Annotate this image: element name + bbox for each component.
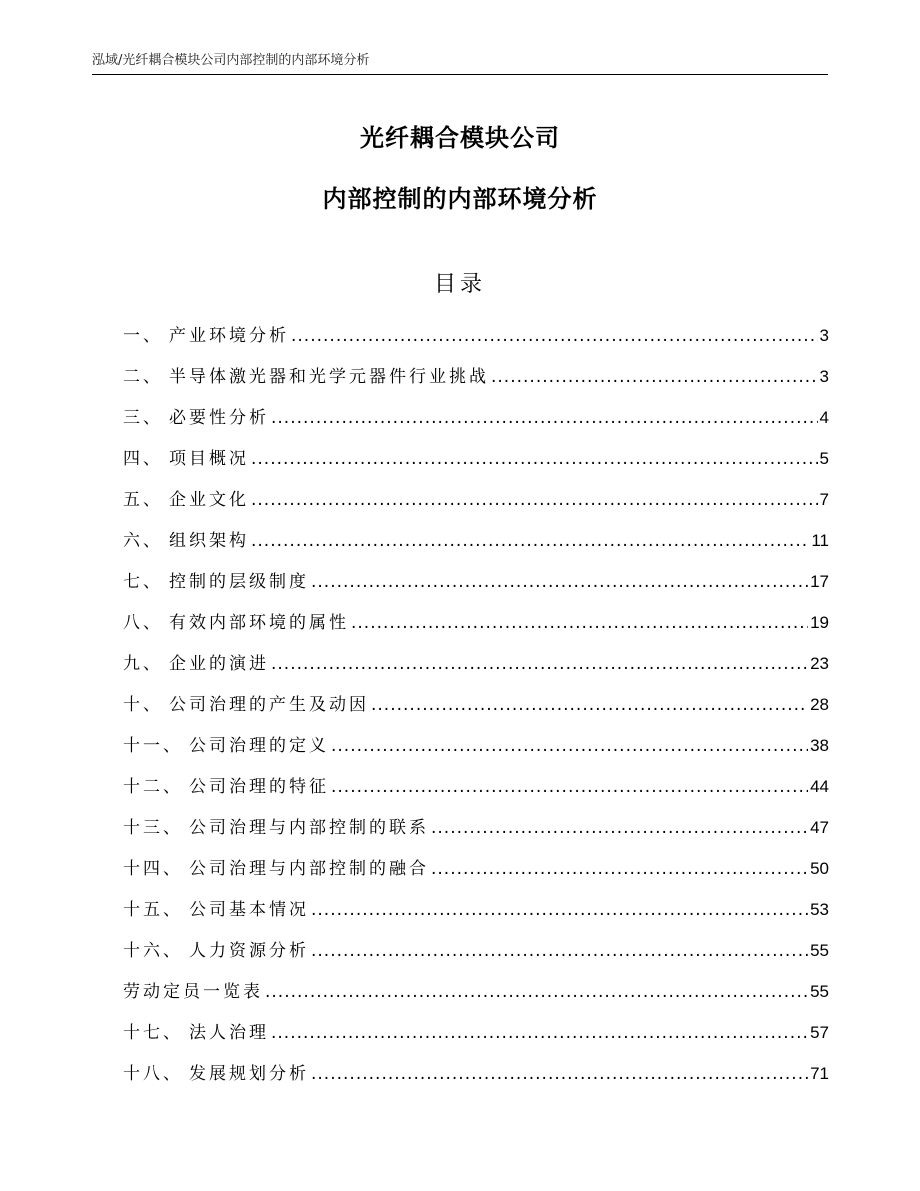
toc-entry-separator: 、 <box>163 777 180 797</box>
toc-leader-dots <box>491 363 818 391</box>
toc-entry[interactable] <box>123 363 829 404</box>
toc-entry[interactable] <box>123 855 829 896</box>
toc-leader-dots <box>431 855 808 883</box>
toc-entry-separator: 、 <box>143 449 160 469</box>
toc-entry-page: 44 <box>810 777 829 796</box>
toc-leader-dots <box>251 486 818 514</box>
toc-leader-dots <box>331 732 808 760</box>
toc-entry[interactable] <box>123 445 829 486</box>
toc-leader-dots <box>265 978 808 1006</box>
toc-entry-separator: 、 <box>143 367 160 387</box>
toc-entry-page: 50 <box>810 859 829 878</box>
toc-entry-page: 19 <box>810 613 829 632</box>
toc-entry-separator: 、 <box>163 736 180 756</box>
toc-entry-separator: 、 <box>163 900 180 920</box>
toc-entry-title: 公司治理与内部控制的联系 <box>189 818 429 838</box>
toc-leader-dots <box>331 773 808 801</box>
toc-entry-page: 5 <box>819 449 829 468</box>
toc-entry-separator: 、 <box>143 408 160 428</box>
toc-entry-title: 公司基本情况 <box>189 900 309 920</box>
toc-entry-separator: 、 <box>143 326 160 346</box>
toc-entry[interactable] <box>123 814 829 855</box>
toc-entry-number: 十六 <box>123 941 163 961</box>
toc-leader-dots <box>311 568 808 596</box>
toc-entry[interactable] <box>123 978 829 1019</box>
toc-entry[interactable] <box>123 404 829 445</box>
toc-leader-dots <box>431 814 808 842</box>
toc-entry-page: 47 <box>810 818 829 837</box>
toc-entry-title: 项目概况 <box>169 449 249 469</box>
running-header <box>92 52 828 75</box>
toc-entry-title: 公司治理的产生及动因 <box>169 695 369 715</box>
toc-entry-page: 7 <box>819 490 829 509</box>
toc-entry-page: 3 <box>819 367 829 386</box>
toc-entry-title: 半导体激光器和光学元器件行业挑战 <box>169 367 489 387</box>
toc-entry-number: 十八 <box>123 1064 163 1084</box>
toc-entry-number: 十四 <box>123 859 163 879</box>
toc-entry-separator: 、 <box>143 613 160 633</box>
toc-entry-separator: 、 <box>163 818 180 838</box>
toc-entry-number: 十五 <box>123 900 163 920</box>
toc-entry-number: 七 <box>123 572 143 592</box>
toc-entry-separator: 、 <box>143 695 160 715</box>
toc-leader-dots <box>351 609 808 637</box>
toc-entry-number: 十 <box>123 695 143 715</box>
toc-entry-number: 九 <box>123 654 143 674</box>
toc-entry-title: 企业文化 <box>169 490 249 510</box>
toc-entry-number: 二 <box>123 367 143 387</box>
table-of-contents <box>123 322 829 1101</box>
toc-entry-page: 71 <box>810 1064 829 1083</box>
toc-entry[interactable] <box>123 650 829 691</box>
toc-entry-title: 人力资源分析 <box>189 941 309 961</box>
toc-entry[interactable] <box>123 527 829 568</box>
toc-entry-number: 十七 <box>123 1023 163 1043</box>
toc-entry-page: 28 <box>810 695 829 714</box>
toc-leader-dots <box>311 1060 808 1088</box>
toc-entry[interactable] <box>123 486 829 527</box>
toc-entry[interactable] <box>123 322 829 363</box>
toc-leader-dots <box>271 650 808 678</box>
toc-entry-page: 55 <box>810 941 829 960</box>
toc-entry-number: 四 <box>123 449 143 469</box>
toc-leader-dots <box>271 404 818 432</box>
toc-entry-title: 劳动定员一览表 <box>123 982 263 1002</box>
toc-entry-title: 法人治理 <box>189 1023 269 1043</box>
toc-entry-number: 八 <box>123 613 143 633</box>
toc-entry-title: 企业的演进 <box>169 654 269 674</box>
toc-entry-title: 发展规划分析 <box>189 1064 309 1084</box>
toc-entry-page: 3 <box>819 326 829 345</box>
toc-entry-number: 十二 <box>123 777 163 797</box>
toc-leader-dots <box>251 527 809 555</box>
toc-entry-title: 公司治理的特征 <box>189 777 329 797</box>
toc-entry[interactable] <box>123 568 829 609</box>
toc-entry-title: 必要性分析 <box>169 408 269 428</box>
document-title-line-2: 内部控制的内部环境分析 <box>322 185 598 213</box>
toc-entry-title: 公司治理的定义 <box>189 736 329 756</box>
toc-entry-separator: 、 <box>143 572 160 592</box>
toc-leader-dots <box>311 896 808 924</box>
toc-leader-dots <box>271 1019 808 1047</box>
toc-entry-number: 十三 <box>123 818 163 838</box>
toc-entry-page: 38 <box>810 736 829 755</box>
toc-leader-dots <box>311 937 808 965</box>
toc-entry-number: 十一 <box>123 736 163 756</box>
toc-entry-separator: 、 <box>143 531 160 551</box>
toc-entry[interactable] <box>123 937 829 978</box>
toc-entry-title: 产业环境分析 <box>169 326 289 346</box>
toc-entry-page: 11 <box>811 531 829 550</box>
toc-entry[interactable] <box>123 1060 829 1101</box>
toc-entry[interactable] <box>123 732 829 773</box>
toc-entry[interactable] <box>123 1019 829 1060</box>
toc-entry-page: 23 <box>810 654 829 673</box>
toc-leader-dots <box>371 691 808 719</box>
toc-entry-number: 三 <box>123 408 143 428</box>
toc-leader-dots <box>291 322 818 350</box>
toc-entry-page: 57 <box>810 1023 829 1042</box>
toc-entry-number: 六 <box>123 531 143 551</box>
toc-entry-separator: 、 <box>163 1023 180 1043</box>
document-title-line-1: 光纤耦合模块公司 <box>360 124 560 152</box>
toc-entry-page: 55 <box>810 982 829 1001</box>
toc-entry[interactable] <box>123 691 829 732</box>
toc-entry-title: 有效内部环境的属性 <box>169 613 349 633</box>
toc-entry-separator: 、 <box>163 859 180 879</box>
toc-heading: 目录 <box>433 272 486 297</box>
toc-entry-title: 组织架构 <box>169 531 249 551</box>
running-header-text: 泓域/光纤耦合模块公司内部控制的内部环境分析 <box>92 53 370 68</box>
toc-entry-title: 控制的层级制度 <box>169 572 309 592</box>
toc-entry-number: 一 <box>123 326 143 346</box>
toc-entry-separator: 、 <box>143 490 160 510</box>
toc-entry-separator: 、 <box>163 1064 180 1084</box>
toc-entry[interactable] <box>123 609 829 650</box>
toc-entry-page: 53 <box>810 900 829 919</box>
toc-entry-separator: 、 <box>143 654 160 674</box>
toc-entry[interactable] <box>123 896 829 937</box>
toc-entry-page: 17 <box>810 572 829 591</box>
toc-leader-dots <box>251 445 818 473</box>
toc-entry-title: 公司治理与内部控制的融合 <box>189 859 429 879</box>
toc-entry[interactable] <box>123 773 829 814</box>
toc-entry-page: 4 <box>819 408 829 427</box>
toc-entry-separator: 、 <box>163 941 180 961</box>
toc-entry-number: 五 <box>123 490 143 510</box>
